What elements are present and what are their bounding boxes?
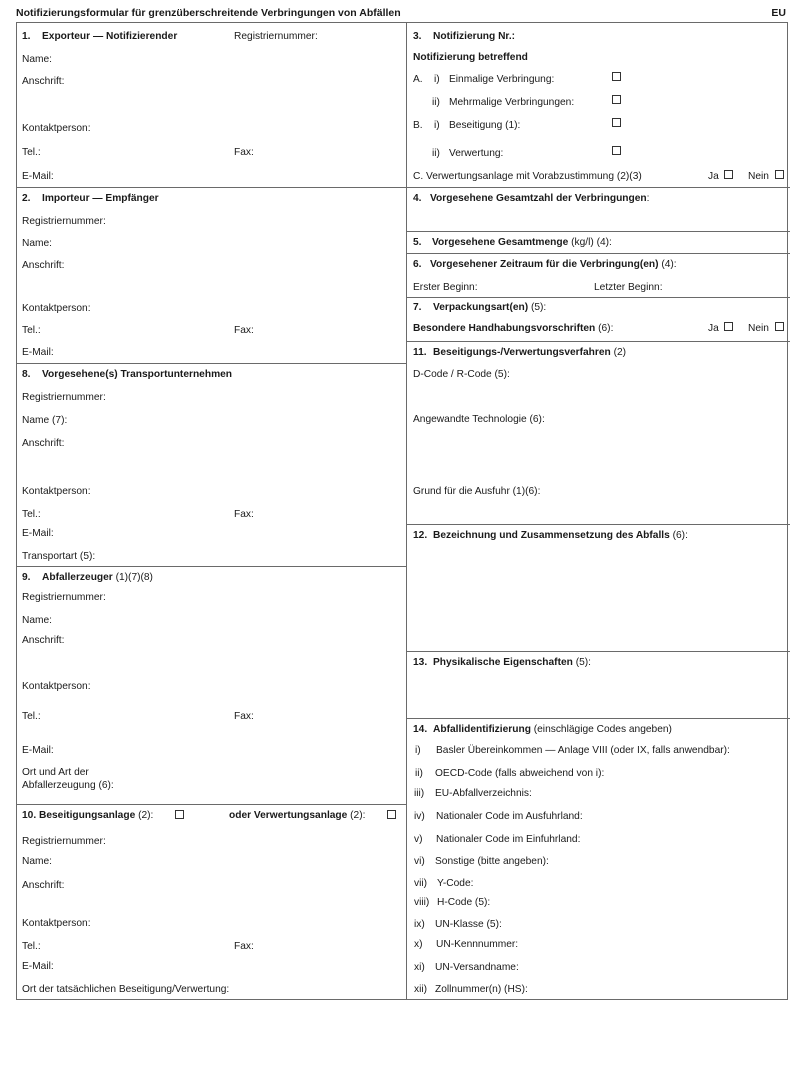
section-notes: (einschlägige Codes angeben) xyxy=(530,724,672,735)
section-notes: (6): xyxy=(595,323,614,334)
un-number-field[interactable]: UN-Kennnummer: xyxy=(436,939,519,950)
registration-field[interactable]: Registriernummer: xyxy=(22,216,106,227)
registration-field[interactable]: Registriernummer: xyxy=(22,392,106,403)
transport-mode-field[interactable]: Transportart (5): xyxy=(22,551,96,562)
option-num: ii) xyxy=(432,97,440,108)
special-handling-yes-checkbox[interactable] xyxy=(724,322,733,331)
total-quantity-field[interactable] xyxy=(432,237,612,248)
name-field[interactable]: Name: xyxy=(22,856,53,867)
email-field[interactable]: E-Mail: xyxy=(22,528,54,539)
address-field[interactable]: Anschrift: xyxy=(22,880,65,891)
name-field[interactable]: Name (7): xyxy=(22,415,68,426)
pre-consented-no-checkbox[interactable] xyxy=(775,170,784,179)
section-notes: (2): xyxy=(347,810,366,821)
section-number: 8. xyxy=(22,369,31,380)
name-field[interactable]: Name: xyxy=(22,238,53,249)
contact-field[interactable]: Kontaktperson: xyxy=(22,123,91,134)
waste-composition-field[interactable] xyxy=(433,530,688,541)
section-subtitle: Notifizierung betreffend xyxy=(413,52,528,63)
export-reason-field[interactable]: Grund für die Ausfuhr (1)(6): xyxy=(413,486,541,497)
site-field[interactable]: Ort der tatsächlichen Beseitigung/Verwertung: xyxy=(22,984,230,995)
section-title: Verpackungsart(en) xyxy=(433,302,529,313)
national-code-export-field[interactable]: Nationaler Code im Ausfuhrland: xyxy=(436,811,583,822)
option-num: i) xyxy=(434,120,440,131)
disposal-facility-checkbox[interactable] xyxy=(175,810,184,819)
divider xyxy=(406,718,790,719)
email-field[interactable]: E-Mail: xyxy=(22,961,54,972)
origin-label-line1: Ort und Art der xyxy=(22,767,89,778)
section-number: 7. xyxy=(413,302,422,313)
un-shipping-name-field[interactable]: UN-Versandname: xyxy=(435,962,519,973)
tel-field[interactable]: Tel.: xyxy=(22,941,41,952)
section-title-text: Vorgesehener Zeitraum für die Verbringung(en) xyxy=(430,259,659,270)
section-title: Bezeichnung und Zusammensetzung des Abfalls xyxy=(433,530,670,541)
registration-field[interactable]: Registriernummer: xyxy=(22,592,106,603)
section-number: 13. xyxy=(413,657,428,668)
section-number: 6. xyxy=(413,259,422,270)
recovery-facility-checkbox[interactable] xyxy=(387,810,396,819)
registration-field[interactable]: Registriernummer: xyxy=(22,836,106,847)
section-notes: (2) xyxy=(610,347,627,358)
form-frame xyxy=(16,22,788,1000)
item-num: xii) xyxy=(414,984,428,995)
option-group-b: B. xyxy=(413,120,423,131)
fax-field[interactable]: Fax: xyxy=(234,509,254,520)
section-notes: (6): xyxy=(669,530,688,541)
tel-field[interactable]: Tel.: xyxy=(22,509,41,520)
section-number: 2. xyxy=(22,193,31,204)
divider xyxy=(16,187,406,188)
oecd-code-field[interactable]: OECD-Code (falls abweichend von i): xyxy=(435,768,605,779)
technology-field[interactable]: Angewandte Technologie (6): xyxy=(413,414,545,425)
divider xyxy=(406,651,790,652)
h-code-field[interactable]: H-Code (5): xyxy=(437,897,491,908)
column-divider xyxy=(406,22,407,1000)
section-title-notes: (1)(7)(8) xyxy=(112,572,153,583)
item-num: vi) xyxy=(414,856,425,867)
un-class-field[interactable]: UN-Klasse (5): xyxy=(435,919,502,930)
section-number: 3. xyxy=(413,31,422,42)
pre-consented-facility-label: C. Verwertungsanlage mit Vorabzustimmung (2)(3) xyxy=(413,171,642,182)
section-title: Exporteur — Notifizierender xyxy=(42,31,178,42)
section-notes: (4): xyxy=(658,259,677,270)
item-num: xi) xyxy=(414,962,425,973)
form-title: Notifizierungsformular für grenzüberschreitende Verbringungen von Abfällen xyxy=(16,7,401,19)
multiple-shipments-label: Mehrmalige Verbringungen: xyxy=(449,97,575,108)
name-field[interactable]: Name: xyxy=(22,615,53,626)
address-field[interactable]: Anschrift: xyxy=(22,635,65,646)
fax-field[interactable]: Fax: xyxy=(234,711,254,722)
divider xyxy=(16,363,406,364)
section-title xyxy=(430,259,677,270)
origin-field[interactable]: Abfallerzeugung (6): xyxy=(22,780,114,791)
item-num: ii) xyxy=(415,768,423,779)
tel-field[interactable]: Tel.: xyxy=(22,325,41,336)
disposal-checkbox[interactable] xyxy=(612,118,621,127)
address-field[interactable]: Anschrift: xyxy=(22,438,65,449)
eu-waste-list-field[interactable]: EU-Abfallverzeichnis: xyxy=(435,788,532,799)
special-handling-text: Besondere Handhabungsvorschriften xyxy=(413,323,596,334)
special-handling-no-checkbox[interactable] xyxy=(775,322,784,331)
section-title xyxy=(433,724,672,735)
section-number: 9. xyxy=(22,572,31,583)
other-code-field[interactable]: Sonstige (bitte angeben): xyxy=(435,856,549,867)
section-title-text: Abfallidentifizierung xyxy=(433,724,531,735)
notification-number-field[interactable]: Notifizierung Nr.: xyxy=(433,31,516,42)
section-title: Importeur — Empfänger xyxy=(42,193,159,204)
section-title-text: Beseitigungs-/Verwertungsverfahren xyxy=(433,347,611,358)
item-num: v) xyxy=(414,834,423,845)
customs-code-field[interactable]: Zollnummer(n) (HS): xyxy=(435,984,528,995)
single-shipment-checkbox[interactable] xyxy=(612,72,621,81)
recovery-checkbox[interactable] xyxy=(612,146,621,155)
single-shipment-label: Einmalige Verbringung: xyxy=(449,74,555,85)
item-num: vii) xyxy=(414,878,428,889)
tel-field[interactable]: Tel.: xyxy=(22,147,41,158)
email-field[interactable]: E-Mail: xyxy=(22,745,54,756)
divider xyxy=(406,231,790,232)
section-number: 5. xyxy=(413,237,422,248)
registration-field[interactable]: Registriernummer: xyxy=(234,31,318,42)
last-departure-field[interactable]: Letzter Beginn: xyxy=(594,282,663,293)
item-num: viii) xyxy=(414,897,430,908)
section-title xyxy=(42,572,153,583)
y-code-field[interactable]: Y-Code: xyxy=(437,878,474,889)
contact-field[interactable]: Kontaktperson: xyxy=(22,486,91,497)
yes-label: Ja xyxy=(708,171,719,182)
section-notes: (5): xyxy=(528,302,547,313)
packaging-type-field[interactable] xyxy=(433,302,546,313)
divider xyxy=(406,341,790,342)
section-title: Vorgesehene(s) Transportunternehmen xyxy=(42,369,233,380)
section-number: 4. xyxy=(413,193,422,204)
option-num: i) xyxy=(434,74,440,85)
section-title: Vorgesehene Gesamtmenge xyxy=(432,237,569,248)
basel-code-field[interactable]: Basler Übereinkommen — Anlage VIII (oder IX, falls anwendbar): xyxy=(436,745,730,756)
item-num: iii) xyxy=(414,788,425,799)
section-title: Physikalische Eigenschaften xyxy=(433,657,573,668)
fax-field[interactable]: Fax: xyxy=(234,147,254,158)
address-field[interactable]: Anschrift: xyxy=(22,260,65,271)
recovery-facility-label xyxy=(229,810,365,821)
divider xyxy=(16,804,406,805)
pre-consented-yes-checkbox[interactable] xyxy=(724,170,733,179)
divider xyxy=(406,297,790,298)
disposal-facility-label: 10. Beseitigungsanlage xyxy=(22,810,136,821)
option-num: ii) xyxy=(432,148,440,159)
section-notes: : xyxy=(646,193,650,204)
physical-characteristics-field[interactable] xyxy=(433,657,591,668)
national-code-import-field[interactable]: Nationaler Code im Einfuhrland: xyxy=(436,834,581,845)
tel-field[interactable]: Tel.: xyxy=(22,711,41,722)
item-num: ix) xyxy=(414,919,425,930)
email-field[interactable]: E-Mail: xyxy=(22,347,54,358)
special-handling-label xyxy=(413,323,613,334)
d-r-code-field[interactable]: D-Code / R-Code (5): xyxy=(413,369,510,380)
fax-field[interactable]: Fax: xyxy=(234,325,254,336)
contact-field[interactable]: Kontaktperson: xyxy=(22,918,91,929)
yes-label: Ja xyxy=(708,323,719,334)
recovery-facility-text: oder Verwertungsanlage xyxy=(229,810,348,821)
address-field[interactable]: Anschrift: xyxy=(22,76,65,87)
item-num: i) xyxy=(415,745,421,756)
section-title: Vorgesehene Gesamtzahl der Verbringungen xyxy=(430,193,647,204)
divider xyxy=(406,253,790,254)
option-group-a: A. xyxy=(413,74,423,85)
section-notes: (5): xyxy=(572,657,591,668)
recovery-label: Verwertung: xyxy=(449,148,504,159)
first-departure-field[interactable]: Erster Beginn: xyxy=(413,282,478,293)
section-title xyxy=(433,347,626,358)
total-shipments-field[interactable] xyxy=(430,193,649,204)
section-number: 11. xyxy=(413,347,427,358)
divider xyxy=(406,187,790,188)
region-label: EU xyxy=(771,7,786,19)
item-num: x) xyxy=(414,939,423,950)
section-number: 12. xyxy=(413,530,428,541)
contact-field[interactable]: Kontaktperson: xyxy=(22,303,91,314)
email-field[interactable]: E-Mail: xyxy=(22,171,54,182)
section-notes: (kg/l) (4): xyxy=(568,237,612,248)
section-notes: (2): xyxy=(135,810,154,821)
section-number: 1. xyxy=(22,31,31,42)
multiple-shipments-checkbox[interactable] xyxy=(612,95,621,104)
contact-field[interactable]: Kontaktperson: xyxy=(22,681,91,692)
section-title xyxy=(22,810,153,821)
divider xyxy=(406,524,790,525)
fax-field[interactable]: Fax: xyxy=(234,941,254,952)
item-num: iv) xyxy=(414,811,425,822)
name-field[interactable]: Name: xyxy=(22,54,53,65)
divider xyxy=(16,566,406,567)
no-label: Nein xyxy=(748,171,769,182)
disposal-label: Beseitigung (1): xyxy=(449,120,521,131)
section-title-text: Abfallerzeuger xyxy=(42,572,113,583)
section-number: 14. xyxy=(413,724,428,735)
no-label: Nein xyxy=(748,323,769,334)
